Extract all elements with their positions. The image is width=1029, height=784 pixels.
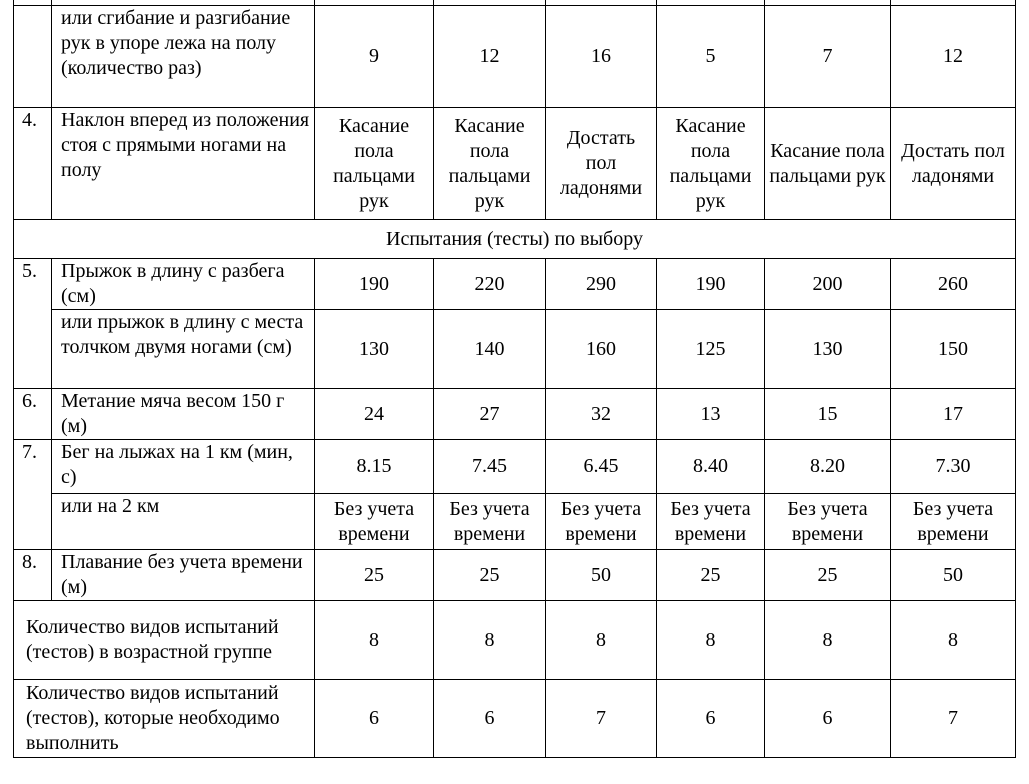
value-cell: 290 <box>546 259 657 310</box>
value-cell: 12 <box>434 6 546 108</box>
value-cell: 50 <box>891 550 1016 601</box>
value-cell: 130 <box>315 310 434 389</box>
value-cell: 8 <box>315 601 434 680</box>
value-cell: Без учета времени <box>546 494 657 550</box>
value-cell: 32 <box>546 389 657 440</box>
value-cell: 25 <box>434 550 546 601</box>
test-name: Наклон вперед из положения стоя с прямыми ногами на полу <box>52 108 315 220</box>
value-cell: 130 <box>765 310 891 389</box>
value-cell: 13 <box>657 389 765 440</box>
value-cell: 125 <box>657 310 765 389</box>
value-cell: Без учета времени <box>891 494 1016 550</box>
value-cell: 140 <box>434 310 546 389</box>
table-row <box>14 108 1016 220</box>
table-row <box>14 440 1016 494</box>
row-number: 5. <box>14 259 52 389</box>
value-cell: 9 <box>315 6 434 108</box>
value-cell: 27 <box>434 389 546 440</box>
value-cell: 17 <box>891 389 1016 440</box>
value-cell: 200 <box>765 259 891 310</box>
value-cell: 15 <box>765 389 891 440</box>
value-cell: Без учета времени <box>315 494 434 550</box>
value-cell: Без учета времени <box>657 494 765 550</box>
row-number: 8. <box>14 550 52 601</box>
row-number <box>14 6 52 108</box>
value-cell: 24 <box>315 389 434 440</box>
value-cell: 50 <box>546 550 657 601</box>
value-cell: 12 <box>891 6 1016 108</box>
value-cell: 7 <box>765 6 891 108</box>
value-cell: 7.30 <box>891 440 1016 494</box>
table-row <box>14 550 1016 601</box>
table-row <box>14 680 1016 758</box>
value-cell: 6.45 <box>546 440 657 494</box>
section-row <box>14 220 1016 259</box>
table-row <box>14 6 1016 108</box>
table-row <box>14 389 1016 440</box>
value-cell: 25 <box>657 550 765 601</box>
table-row <box>14 310 1016 389</box>
value-cell: Без учета времени <box>765 494 891 550</box>
value-cell: Без учета времени <box>434 494 546 550</box>
test-name: Плавание без учета времени (м) <box>52 550 315 601</box>
test-name: Прыжок в длину с разбега (см) <box>52 259 315 310</box>
test-name: или на 2 км <box>52 494 315 550</box>
value-cell: 6 <box>315 680 434 758</box>
value-cell: 5 <box>657 6 765 108</box>
section-title: Испытания (тесты) по выбору <box>14 220 1016 259</box>
value-cell: 8 <box>546 601 657 680</box>
value-cell: Достать пол ладонями <box>891 108 1016 220</box>
value-cell: Касание пола пальцами рук <box>765 108 891 220</box>
value-cell: Касание пола пальцами рук <box>434 108 546 220</box>
test-name: или прыжок в длину с места толчком двумя ногами (см) <box>52 310 315 389</box>
value-cell: 6 <box>657 680 765 758</box>
value-cell: 8.40 <box>657 440 765 494</box>
value-cell: Достать пол ладонями <box>546 108 657 220</box>
row-number: 4. <box>14 108 52 220</box>
value-cell: 7 <box>891 680 1016 758</box>
test-name: или сгибание и разгибание рук в упоре лежа на полу (количество раз) <box>52 6 315 108</box>
value-cell: 190 <box>315 259 434 310</box>
test-name: Бег на лыжах на 1 км (мин, с) <box>52 440 315 494</box>
test-name: Метание мяча весом 150 г (м) <box>52 389 315 440</box>
value-cell: 160 <box>546 310 657 389</box>
summary-label: Количество видов испытаний (тестов), которые необходимо выполнить <box>14 680 315 758</box>
value-cell: 6 <box>765 680 891 758</box>
value-cell: 8.15 <box>315 440 434 494</box>
value-cell: Касание пола пальцами рук <box>315 108 434 220</box>
value-cell: 25 <box>765 550 891 601</box>
value-cell: 16 <box>546 6 657 108</box>
value-cell: 8 <box>891 601 1016 680</box>
table-row <box>14 494 1016 550</box>
value-cell: Касание пола пальцами рук <box>657 108 765 220</box>
value-cell: 8 <box>434 601 546 680</box>
value-cell: 6 <box>434 680 546 758</box>
value-cell: 150 <box>891 310 1016 389</box>
value-cell: 260 <box>891 259 1016 310</box>
row-number: 6. <box>14 389 52 440</box>
table-row <box>14 259 1016 310</box>
value-cell: 8 <box>765 601 891 680</box>
norms-table <box>13 0 1016 758</box>
value-cell: 25 <box>315 550 434 601</box>
table-row <box>14 601 1016 680</box>
value-cell: 190 <box>657 259 765 310</box>
value-cell: 8 <box>657 601 765 680</box>
value-cell: 7.45 <box>434 440 546 494</box>
row-number: 7. <box>14 440 52 550</box>
value-cell: 7 <box>546 680 657 758</box>
value-cell: 220 <box>434 259 546 310</box>
value-cell: 8.20 <box>765 440 891 494</box>
summary-label: Количество видов испытаний (тестов) в возрастной группе <box>14 601 315 680</box>
